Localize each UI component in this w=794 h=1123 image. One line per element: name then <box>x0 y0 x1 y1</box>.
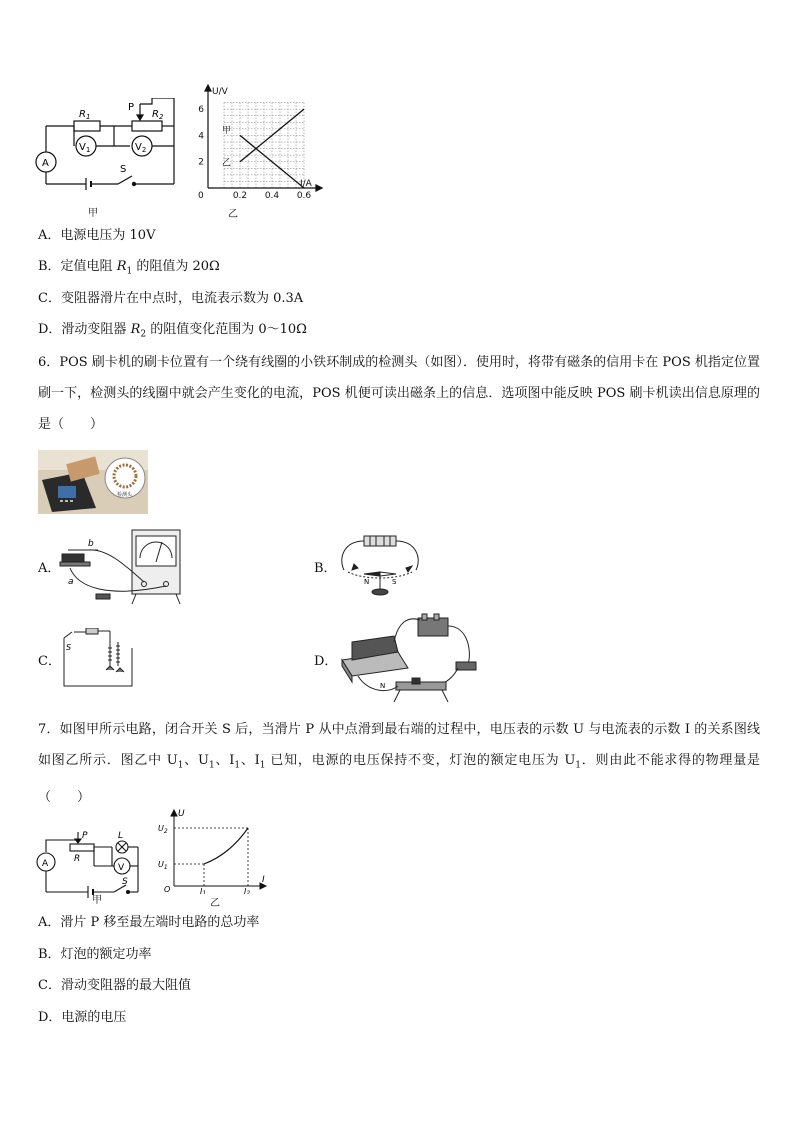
lamp-l-label: L <box>118 831 124 841</box>
q7-option-d[interactable]: D．电源的电压 <box>38 1010 127 1025</box>
q7-option-a[interactable]: A．滑片 P 移至最左端时电路的总功率 <box>38 915 260 930</box>
q6-fig-b-electromagnet-compass <box>334 528 426 600</box>
switch-s-label: S <box>66 643 72 652</box>
wire-a-label: a <box>68 577 74 587</box>
rheostat-r-label: R <box>74 854 81 864</box>
u1-label: $U_1$ <box>158 860 168 871</box>
q6-option-d[interactable]: D． <box>314 654 338 669</box>
q7-ui-graph <box>154 808 274 894</box>
u-axis-label: U <box>178 809 185 819</box>
series-label-jia: 甲 <box>222 125 232 136</box>
x-tick-0.2: 0.2 <box>232 191 248 201</box>
q6-fig-a-galvanometer <box>58 528 184 606</box>
q6-option-c[interactable]: C． <box>38 654 61 669</box>
detector-head-label: 检测头 <box>117 492 133 498</box>
q5-ui-graph <box>180 84 325 204</box>
compass-s-label: S <box>392 578 397 586</box>
u2-label: $U_2$ <box>158 824 168 835</box>
y-tick-4: 4 <box>198 131 204 142</box>
y-axis-label: U/V <box>212 87 228 97</box>
q5-fig-yi-caption: 乙 <box>228 209 238 220</box>
slider-p-label: P <box>82 831 88 841</box>
x-tick-0.6: 0.6 <box>296 191 312 201</box>
v2-label: $V_2$ <box>135 142 147 154</box>
y-axis-arrow <box>205 85 211 91</box>
ui-curve <box>204 828 248 864</box>
v1-label: $V_1$ <box>79 142 91 154</box>
series-label-yi: 乙 <box>222 158 232 169</box>
x-axis-arrow <box>316 185 322 191</box>
q5-fig-jia-caption: 甲 <box>88 208 98 219</box>
r1-label: $R_1$ <box>79 109 91 121</box>
origin-label: O <box>164 885 171 894</box>
y-tick-6: 6 <box>198 105 204 116</box>
i-axis-label: I <box>262 875 265 885</box>
q5-circuit-diagram <box>34 98 186 194</box>
wire-b-label: b <box>88 539 94 549</box>
slider-p-label: P <box>128 102 135 113</box>
x-tick-0.4: 0.4 <box>264 191 280 201</box>
ammeter-label: A <box>42 859 49 869</box>
q7-option-c[interactable]: C．滑动变阻器的最大阻值 <box>38 978 191 993</box>
q6-fig-d-motor-circuit <box>338 612 488 704</box>
i2-label: I2 <box>244 887 251 894</box>
q6-option-a[interactable]: A． <box>38 561 61 576</box>
q5-option-b[interactable]: B．定值电阻 $R_1$ 的阻值为 20Ω <box>38 259 220 277</box>
voltmeter-label: V <box>118 863 125 873</box>
q7-fig-jia-caption: 甲 <box>92 895 102 906</box>
q7-circuit-diagram <box>34 828 146 906</box>
q5-option-c[interactable]: C．变阻器滑片在中点时，电流表示数为 0.3A <box>38 291 304 306</box>
switch-s-label: S <box>122 877 128 887</box>
x-axis-label: I/A <box>300 179 312 189</box>
pole-n-label: N <box>380 682 386 690</box>
i1-label: I1 <box>200 887 207 894</box>
switch-label: S <box>120 164 127 175</box>
graph-grid <box>224 103 304 188</box>
q5-option-d[interactable]: D．滑动变阻器 $R_2$ 的阻值变化范围为 0～10Ω <box>38 322 307 340</box>
q7-fig-yi-caption: 乙 <box>210 898 220 909</box>
compass-n-label: N <box>364 578 370 586</box>
pos-machine-photo <box>38 450 148 514</box>
q7-stem: 7．如图甲所示电路，闭合开关 S 后，当滑片 P 从中点滑到最右端的过程中，电压表的示数 U 与电流表的示数 I 的关系图线如图乙所示．图乙中 $U_1$、$U_1$、$I_1$、$I_1$ 已知，电源的电压保持不变，灯泡的额定电压为 $U_1$．则由此不能求得的物理量是（ ） <box>38 722 760 805</box>
origin-label: 0 <box>198 191 204 201</box>
y-tick-2: 2 <box>198 157 204 168</box>
q6-stem: 6．POS 刷卡机的刷卡位置有一个绕有线圈的小铁环制成的检测头（如图）．使用时，将带有磁条的信用卡在 POS 机指定位置刷一下，检测头的线圈中就会产生变化的电流，POS 机便可读出磁条上的信息．选项图中能反映 POS 刷卡机读出信息原理的是（ ） <box>38 355 760 432</box>
q7-option-b[interactable]: B．灯泡的额定功率 <box>38 947 152 962</box>
q6-fig-c-electromagnets <box>60 628 136 690</box>
q6-option-b[interactable]: B． <box>314 561 337 576</box>
q5-option-a[interactable]: A．电源电压为 10V <box>38 228 156 243</box>
r2-label: $R_2$ <box>152 109 164 121</box>
ammeter-label: A <box>42 158 49 169</box>
